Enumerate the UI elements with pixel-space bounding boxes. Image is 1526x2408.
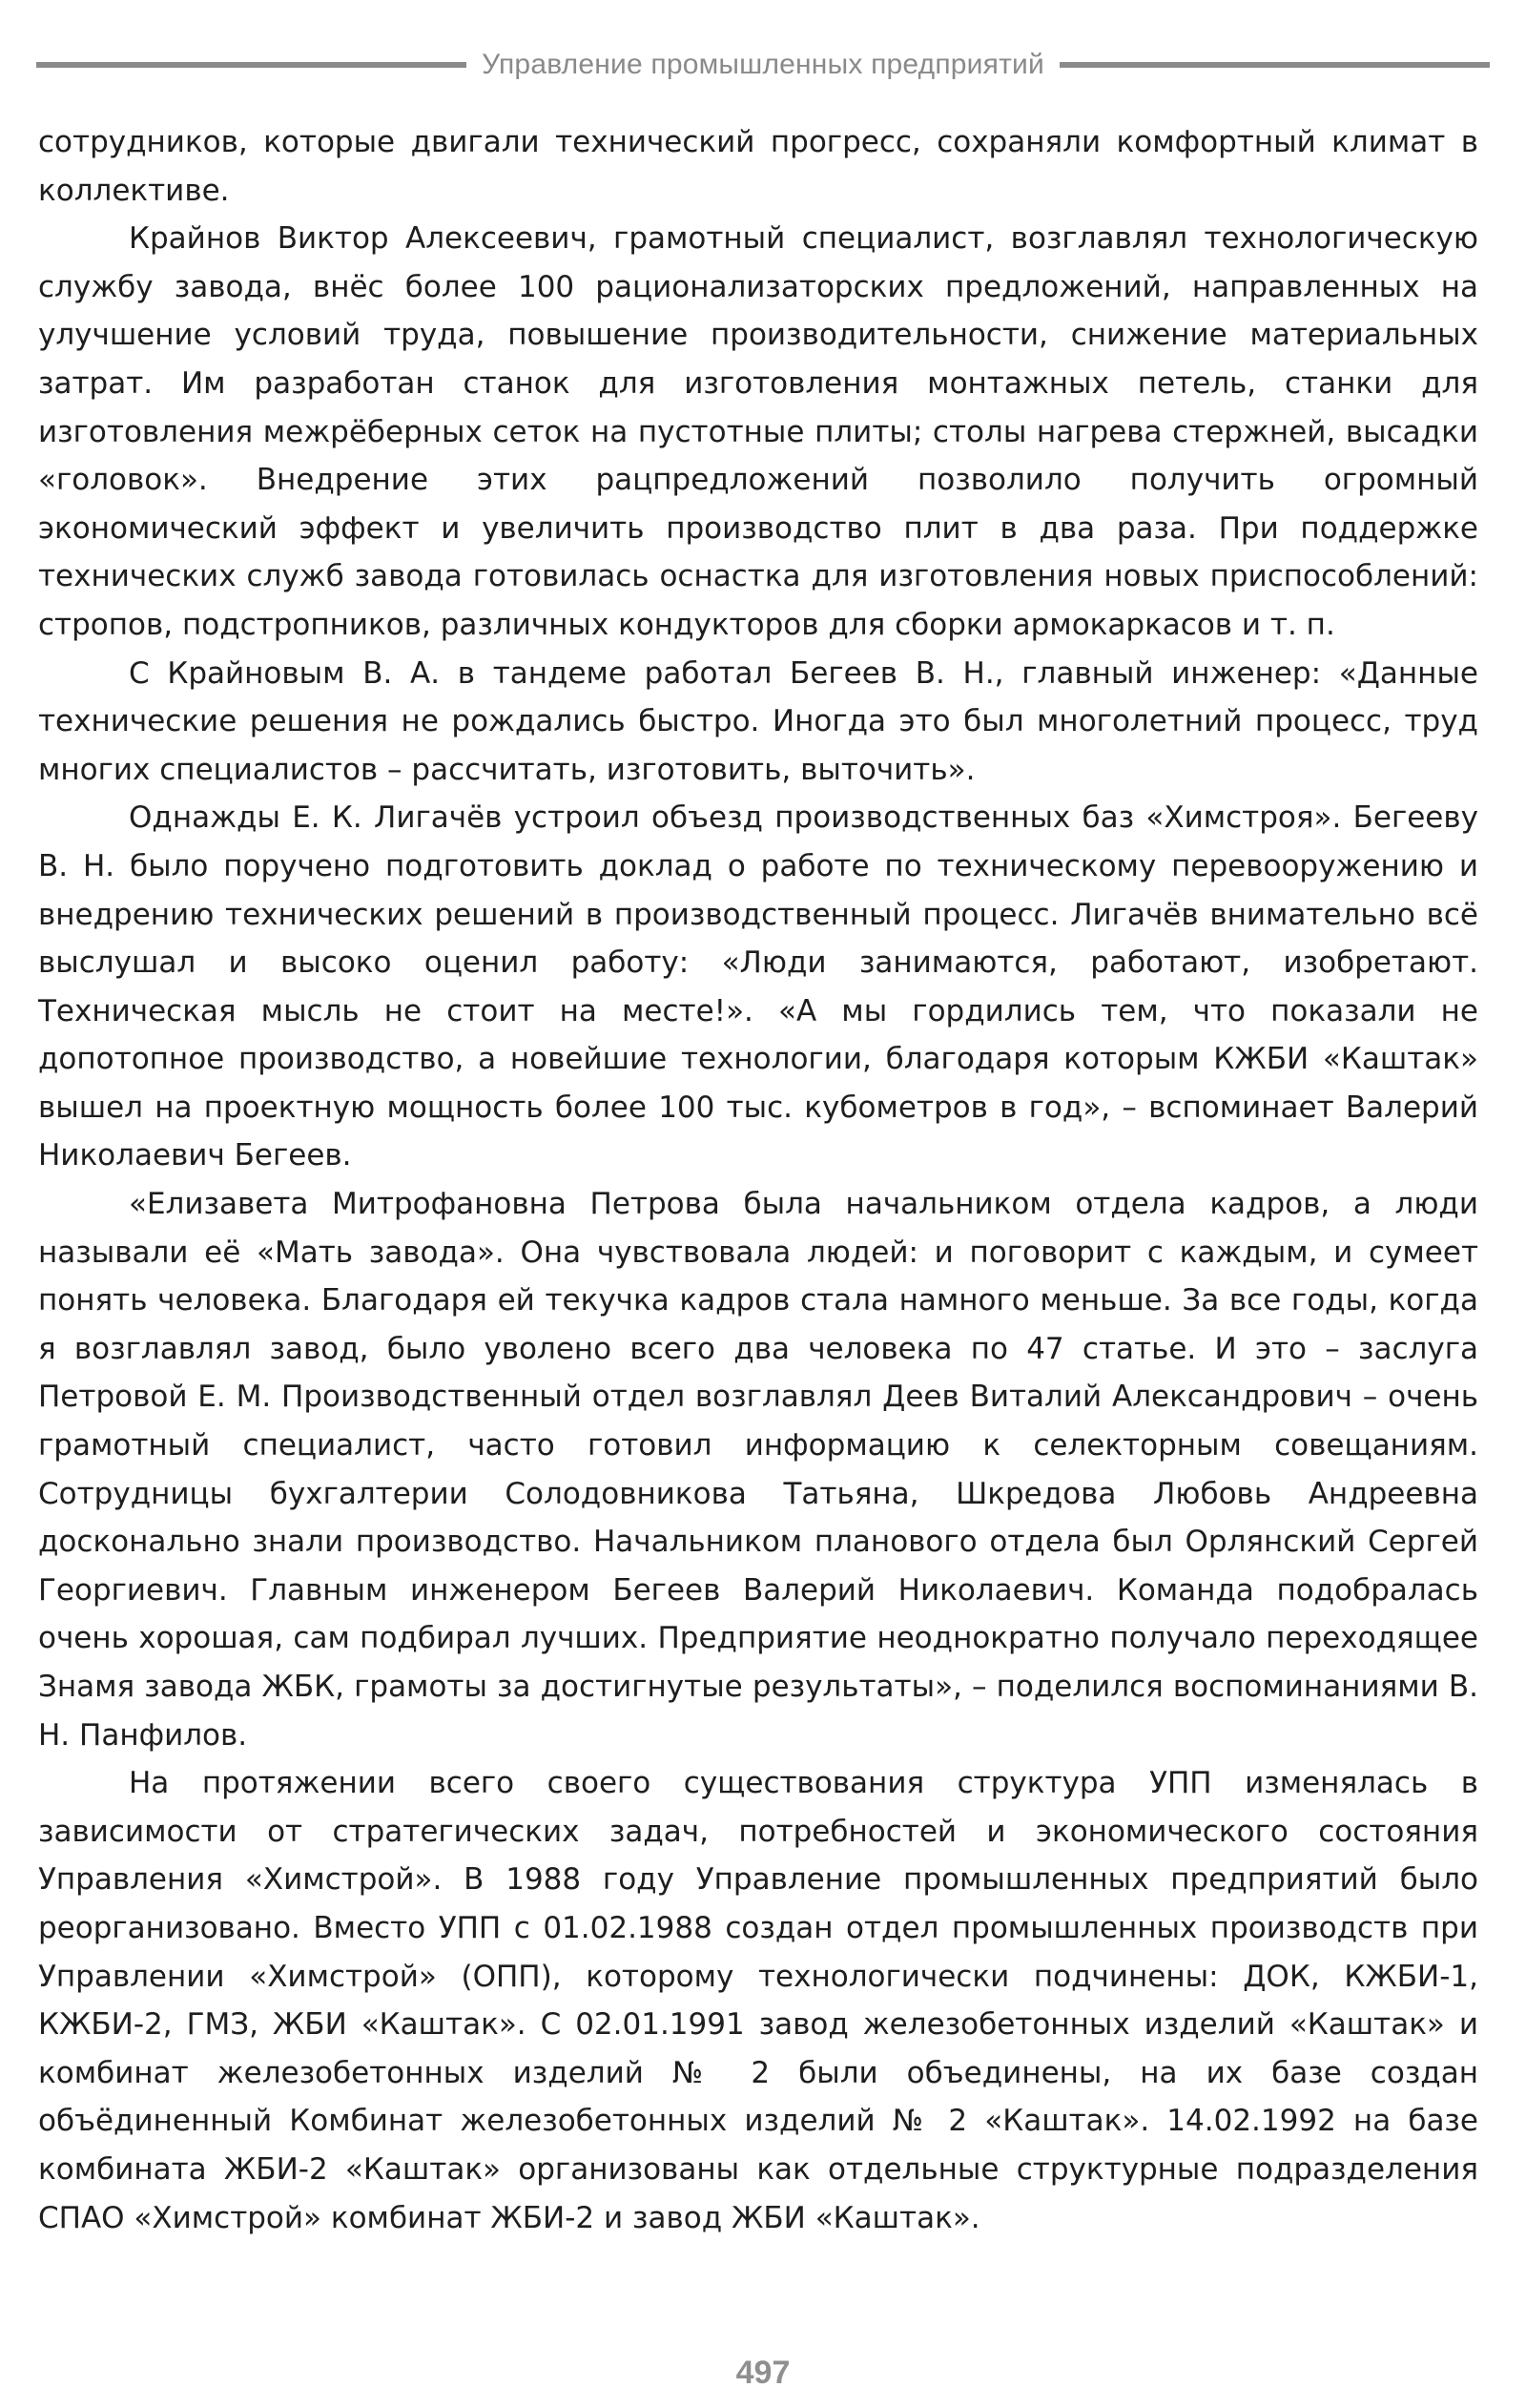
paragraph-krainov: Крайнов Виктор Алексеевич, грамотный специалист, возглавлял технологическую службу завода, внёс более 100 рационализаторских предложений, направленных на улучшение условий труда, повышение производительности, снижение материальных затрат. Им разработан станок для изготовления монтажных петель, станки для изготовления межрёберных сеток на пустотные плиты; столы нагрева стержней, высадки «головок». Внедрение этих рацпредложений позволило получить огромный экономический эффект и увеличить производство плит в два раза. При поддержке технических служб завода готовилась оснастка для изготовления новых приспособлений: стропов, подстропников, различных кондукторов для сборки армокаркасов и т. п. <box>38 221 1478 642</box>
header-rule-right <box>1060 62 1490 68</box>
body-text <box>38 118 1478 2242</box>
paragraph-ligachev: Однажды Е. К. Лигачёв устроил объезд производственных баз «Химстроя». Бегееву В. Н. было поручено подготовить доклад о работе по техническому перевооружению и внедрению технических решений в производственный процесс. Лигачёв внимательно всё выслушал и высоко оценил работу: «Люди занимаются, работают, изобретают. Техническая мысль не стоит на месте!». «А мы гордились тем, что показали не допотопное производство, а новейшие технологии, благодаря которым КЖБИ «Каштак» вышел на проектную мощность более 100 тыс. кубометров в год», – вспоминает Валерий Николаевич Бегеев. <box>38 800 1478 1173</box>
page-number: 497 <box>735 2355 791 2391</box>
paragraph-continuation: сотрудников, которые двигали технический прогресс, сохраняли комфортный климат в коллективе. <box>38 125 1478 208</box>
running-header <box>36 42 1490 88</box>
header-rule-left <box>36 62 466 68</box>
paragraph-petrova: «Елизавета Митрофановна Петрова была начальником отдела кадров, а люди называли её «Мать завода». Она чувствовала людей: и поговорит с каждым, и сумеет понять человека. Благодаря ей текучка кадров стала намного меньше. За все годы, когда я возглавлял завод, было уволено всего два человека по 47 статье. И это – заслуга Петровой Е. М. Производственный отдел возглавлял Деев Виталий Александрович – очень грамотный специалист, часто готовил информацию к селекторным совещаниям. Сотрудницы бухгалтерии Солодовникова Татьяна, Шкредова Любовь Андреевна досконально знали производство. Начальником планового отдела был Орлянский Сергей Георгиевич. Главным инженером Бегеев Валерий Николаевич. Команда подобралась очень хорошая, сам подбирал лучших. Предприятие неоднократно получало переходящее Знамя завода ЖБК, грамоты за достигнутые результаты», – поделился воспоминаниями В. Н. Панфилов. <box>38 1187 1478 1753</box>
paragraph-reorganization: На протяжении всего своего существования структура УПП изменялась в зависимости от стратегических задач, потребностей и экономического состояния Управления «Химстрой». В 1988 году Управление промышленных предприятий было реорганизовано. Вместо УПП с 01.02.1988 создан отдел промышленных производств при Управлении «Химстрой» (ОПП), которому технологически подчинены: ДОК, КЖБИ-1, КЖБИ-2, ГМЗ, ЖБИ «Каштак». С 02.01.1991 завод железобетонных изделий «Каштак» и комбинат железобетонных изделий № 2 были объединены, на их базе создан объёдиненный Комбинат железобетонных изделий № 2 «Каштак». 14.02.1992 на базе комбината ЖБИ-2 «Каштак» организованы как отдельные структурные подразделения СПАО «Химстрой» комбинат ЖБИ-2 и завод ЖБИ «Каштак». <box>38 1766 1478 2235</box>
paragraph-begeev: С Крайновым В. А. в тандеме работал Бегеев В. Н., главный инженер: «Данные технические решения не рождались быстро. Иногда это был многолетний процесс, труд многих специалистов – рассчитать, изготовить, выточить». <box>38 655 1478 787</box>
running-header-title: Управление промышленных предприятий <box>482 49 1044 80</box>
